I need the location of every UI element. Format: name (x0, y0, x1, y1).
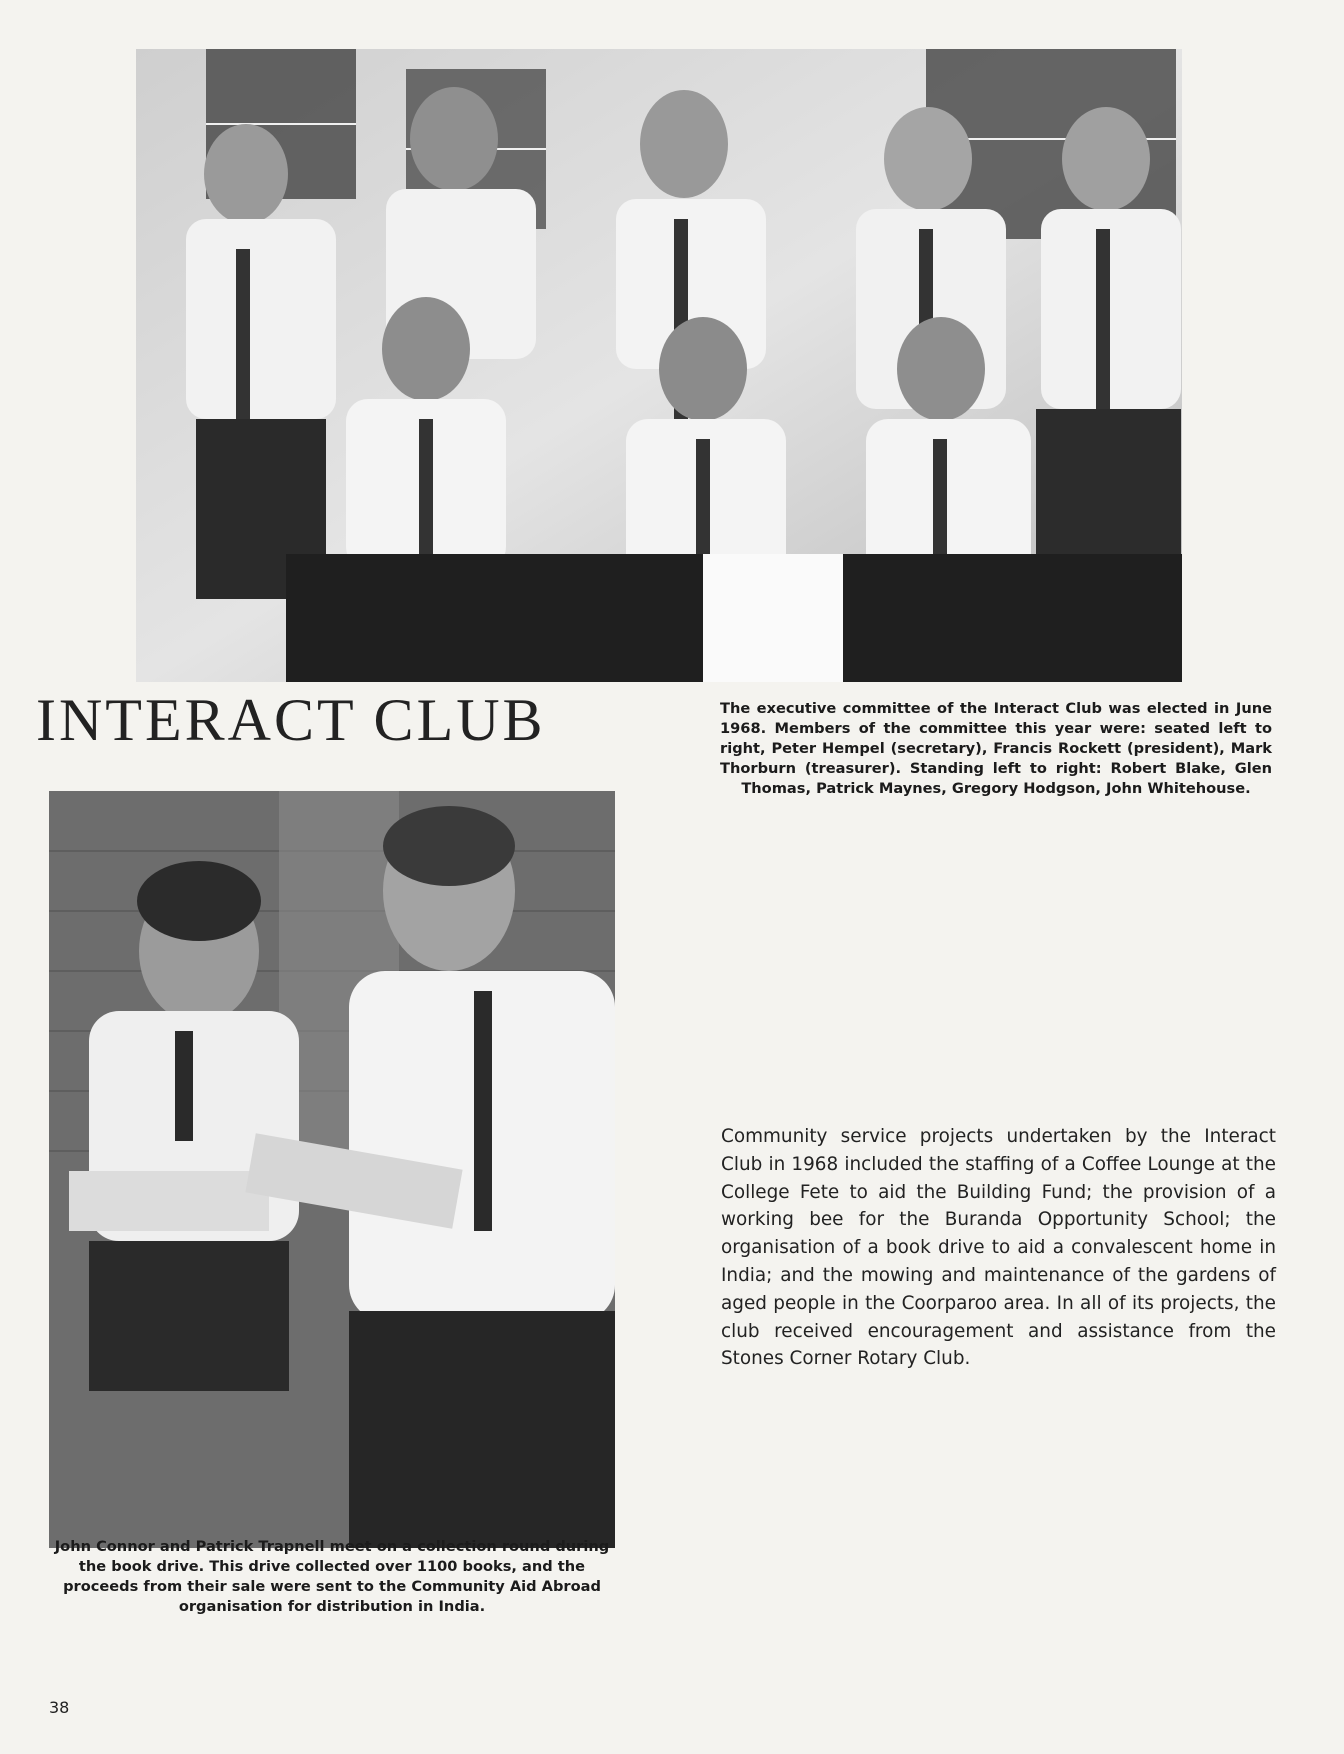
committee-photo-graphic (136, 49, 1182, 682)
page-heading: INTERACT CLUB (36, 687, 546, 753)
article-body-text: Community service projects undertaken by the Interact Club in 1968 included the staffing of a Coffee Lounge at the College Fete to aid the Building Fund; the provision of a working bee for the Buranda Opportunity School; the organisation of a book drive to aid a convalescent home in India; and the mowing and maintenance of the gardens of aged people in the Coorparoo area. In all of its projects, the club received encouragement and assistance from the Stones Corner Rotary Club. (721, 1126, 1276, 1370)
book-drive-photo-caption: John Connor and Patrick Trapnell meet on a collection round during the book drive. This drive collected over 1100 books, and the proceeds from their sale were sent to the Community Aid Abroad organisation for distribution in India. (54, 1538, 610, 1615)
book-drive-photo (49, 791, 615, 1548)
committee-photo-caption: The executive committee of the Interact Club was elected in June 1968. Members of the committee this year were: seated left to right, Peter Hempel (secretary), Francis Rockett (president), Mark Thorburn (treasurer). Standing left to right: Robert Blake, Glen Thomas, Patrick Maynes, Gregory Hodgson, John Whitehouse. (720, 700, 1272, 797)
book-drive-photo-graphic (49, 791, 615, 1548)
committee-group-photo (136, 49, 1182, 682)
page-number: 38 (49, 1698, 70, 1717)
